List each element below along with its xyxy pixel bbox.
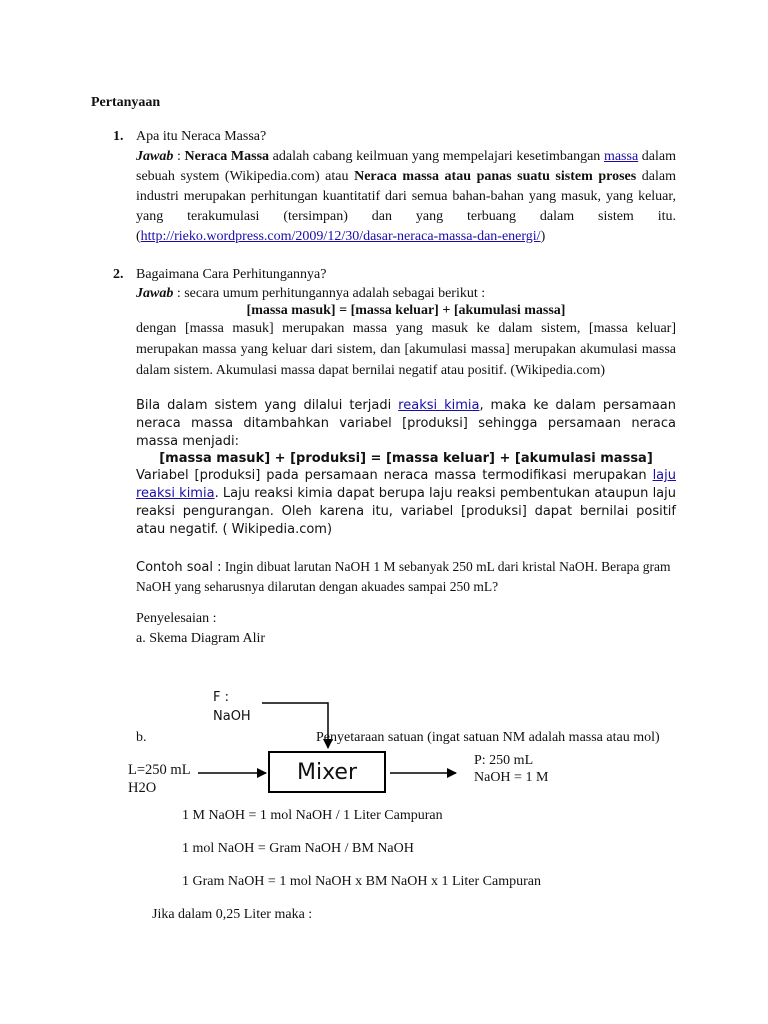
product-p-value: NaOH = 1 M: [474, 770, 549, 785]
jawab-label: Jawab: [136, 286, 174, 301]
skema-label: a. Skema Diagram Alir: [136, 631, 266, 646]
jawab-label: Jawab: [136, 149, 174, 164]
step-b-label: b.: [136, 730, 147, 745]
formula-1: 1 M NaOH = 1 mol NaOH / 1 Liter Campuran: [182, 808, 443, 823]
link-massa[interactable]: massa: [603, 149, 639, 164]
answer-1-text: adalah cabang keilmuan yang mempelajari kesetimbangan: [269, 149, 604, 164]
formula-2: 1 mol NaOH = Gram NaOH / BM NaOH: [182, 841, 414, 856]
closing-paren: ): [540, 229, 546, 244]
term-neraca-massa-panas: Neraca massa atau panas suatu sistem proses: [354, 169, 637, 184]
equation-2: [massa masuk] + [produksi] = [massa keluar] + [akumulasi massa]: [159, 451, 653, 466]
feed-f-label: F :: [213, 690, 229, 705]
para-2-text-2: , maka ke dalam persamaan neraca massa ditambahkan variabel [produksi] sehingga persamaan neraca massa menjadi:: [136, 398, 677, 449]
link-reaksi-kimia[interactable]: reaksi kimia: [398, 398, 480, 413]
mixer-label: Mixer: [296, 759, 358, 785]
question-2-number: 2.: [113, 267, 124, 282]
equation-1: [massa masuk] = [massa keluar] + [akumulasi massa]: [246, 303, 566, 318]
penyelesaian-label: Penyelesaian :: [136, 611, 217, 626]
step-b-text: Penyetaraan satuan (ingat satuan NM adalah massa atau mol): [316, 730, 660, 745]
para-3-text-2: . Laju reaksi kimia dapat berupa laju reaksi pembentukan ataupun laju reaksi pengurangan. Oleh karena itu, variabel [produksi] dapat bernilai positif atau negatif. ( Wikipedia.com): [136, 486, 677, 537]
para-3-text: Variabel [produksi] pada persamaan neraca massa termodifikasi merupakan: [136, 468, 653, 483]
term-neraca-massa: Neraca Massa: [184, 149, 270, 164]
product-p-label: P: 250 mL: [474, 753, 534, 768]
para-2-text: Bila dalam sistem yang dilalui terjadi: [136, 398, 399, 413]
question-1-title: Apa itu Neraca Massa?: [136, 129, 267, 144]
page-heading: Pertanyaan: [91, 95, 161, 110]
feed-l-label: L=250 mL: [128, 762, 191, 778]
jika-text: Jika dalam 0,25 Liter maka :: [152, 907, 313, 922]
mixer-box: [268, 751, 386, 793]
feed-f-value: NaOH: [213, 709, 251, 724]
question-1-number: 1.: [113, 129, 124, 144]
colon: :: [173, 149, 185, 164]
source-link[interactable]: http://rieko.wordpress.com/2009/12/30/dasar-neraca-massa-dan-energi/: [140, 229, 541, 244]
contoh-soal-label: Contoh soal :: [136, 560, 222, 575]
answer-1-text-3: dalam industri merupakan perhitungan kuantitatif dari semua bahan-bahan yang masuk, yang keluar, yang terakumulasi (tersimpan) dan yang terbuang dalam sistem itu. (: [136, 169, 676, 244]
contoh-soal-text: Ingin dibuat larutan NaOH 1 M sebanyak 250 mL dari kristal NaOH. Berapa gram NaOH yang seharusnya dilarutan dengan akuades sampai 250 mL?: [136, 559, 671, 594]
answer-2-paragraph-1: dengan [massa masuk] merupakan massa yang masuk ke dalam sistem, [massa keluar] merupakan massa yang keluar dari sistem, dan [akumulasi massa] merupakan akumulasi massa dalam sistem. Akumulasi massa dapat bernilai negatif atau positif. (Wikipedia.com): [136, 321, 676, 378]
formula-3: 1 Gram NaOH = 1 mol NaOH x BM NaOH x 1 Liter Campuran: [182, 874, 541, 889]
answer-2-intro-text: : secara umum perhitungannya adalah sebagai berikut :: [173, 286, 486, 301]
link-laju-reaksi-kimia[interactable]: laju reaksi kimia: [136, 468, 676, 501]
question-2-title: Bagaimana Cara Perhitungannya?: [136, 267, 327, 282]
feed-l-value: H2O: [128, 780, 157, 796]
answer-1-text-2: dalam sebuah system (Wikipedia.com) atau: [136, 149, 677, 184]
